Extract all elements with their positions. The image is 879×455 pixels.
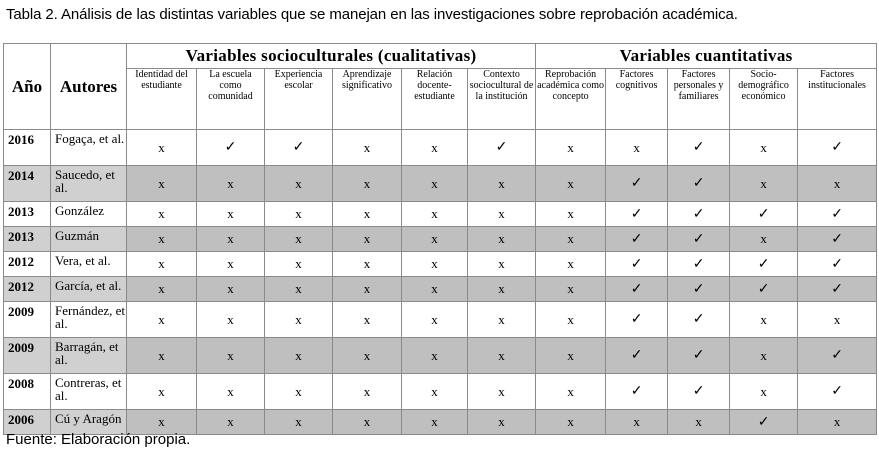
x-mark: x <box>730 338 798 374</box>
x-mark: x <box>197 227 265 252</box>
x-mark: x <box>468 277 536 302</box>
check-mark-icon: ✓ <box>606 202 668 227</box>
header-col-relacion: Relación docente-estudiante <box>402 69 468 130</box>
x-mark: x <box>333 277 402 302</box>
x-mark: x <box>333 302 402 338</box>
x-mark: x <box>265 227 333 252</box>
x-mark: x <box>536 252 606 277</box>
row-year: 2016 <box>4 130 51 166</box>
table-row <box>4 227 877 252</box>
x-mark: x <box>333 338 402 374</box>
x-mark: x <box>536 302 606 338</box>
check-mark-icon: ✓ <box>606 166 668 202</box>
header-col-escuela: La escuela como comunidad <box>197 69 265 130</box>
x-mark: x <box>265 277 333 302</box>
table-row <box>4 374 877 410</box>
x-mark: x <box>798 410 877 435</box>
x-mark: x <box>536 166 606 202</box>
x-mark: x <box>798 166 877 202</box>
check-mark-icon: ✓ <box>668 302 730 338</box>
x-mark: x <box>402 166 468 202</box>
x-mark: x <box>333 227 402 252</box>
x-mark: x <box>265 338 333 374</box>
x-mark: x <box>127 277 197 302</box>
row-author: González <box>51 202 127 227</box>
table-row <box>4 338 877 374</box>
x-mark: x <box>402 202 468 227</box>
x-mark: x <box>468 410 536 435</box>
check-mark-icon: ✓ <box>668 277 730 302</box>
row-author: Vera, et al. <box>51 252 127 277</box>
x-mark: x <box>127 202 197 227</box>
x-mark: x <box>730 166 798 202</box>
row-author: Fernández, et al. <box>51 302 127 338</box>
x-mark: x <box>468 374 536 410</box>
table-body <box>4 130 877 435</box>
table-caption: Tabla 2. Análisis de las distintas variables que se manejan en las investigaciones sobre reprobación académica. <box>6 6 738 23</box>
check-mark-icon: ✓ <box>798 130 877 166</box>
check-mark-icon: ✓ <box>668 130 730 166</box>
x-mark: x <box>197 202 265 227</box>
x-mark: x <box>536 130 606 166</box>
row-author: Guzmán <box>51 227 127 252</box>
check-mark-icon: ✓ <box>668 374 730 410</box>
x-mark: x <box>468 166 536 202</box>
x-mark: x <box>197 410 265 435</box>
x-mark: x <box>468 227 536 252</box>
header-group-cualitativas: Variables socioculturales (cualitativas) <box>127 44 536 69</box>
check-mark-icon: ✓ <box>606 302 668 338</box>
check-mark-icon: ✓ <box>668 227 730 252</box>
row-year: 2008 <box>4 374 51 410</box>
table-row <box>4 277 877 302</box>
check-mark-icon: ✓ <box>798 252 877 277</box>
check-mark-icon: ✓ <box>606 338 668 374</box>
x-mark: x <box>468 302 536 338</box>
x-mark: x <box>536 338 606 374</box>
table-row <box>4 302 877 338</box>
row-year: 2013 <box>4 202 51 227</box>
check-mark-icon: ✓ <box>197 130 265 166</box>
table-row <box>4 202 877 227</box>
x-mark: x <box>730 302 798 338</box>
check-mark-icon: ✓ <box>730 252 798 277</box>
check-mark-icon: ✓ <box>798 338 877 374</box>
x-mark: x <box>197 302 265 338</box>
row-year: 2009 <box>4 338 51 374</box>
x-mark: x <box>402 227 468 252</box>
x-mark: x <box>606 130 668 166</box>
x-mark: x <box>197 338 265 374</box>
x-mark: x <box>127 374 197 410</box>
header-col-cognitivos: Factores cognitivos <box>606 69 668 130</box>
header-year: Año <box>4 44 51 130</box>
x-mark: x <box>127 410 197 435</box>
row-year: 2013 <box>4 227 51 252</box>
check-mark-icon: ✓ <box>668 252 730 277</box>
x-mark: x <box>197 252 265 277</box>
x-mark: x <box>668 410 730 435</box>
x-mark: x <box>333 166 402 202</box>
check-mark-icon: ✓ <box>668 338 730 374</box>
x-mark: x <box>798 302 877 338</box>
x-mark: x <box>468 202 536 227</box>
x-mark: x <box>402 130 468 166</box>
x-mark: x <box>333 374 402 410</box>
row-year: 2014 <box>4 166 51 202</box>
header-col-reprobacion: Reprobación académica como concepto <box>536 69 606 130</box>
check-mark-icon: ✓ <box>730 410 798 435</box>
x-mark: x <box>333 252 402 277</box>
x-mark: x <box>265 202 333 227</box>
check-mark-icon: ✓ <box>798 277 877 302</box>
row-year: 2006 <box>4 410 51 435</box>
x-mark: x <box>468 252 536 277</box>
x-mark: x <box>730 227 798 252</box>
x-mark: x <box>197 277 265 302</box>
x-mark: x <box>536 202 606 227</box>
x-mark: x <box>536 410 606 435</box>
x-mark: x <box>127 338 197 374</box>
row-author: Cú y Aragón <box>51 410 127 435</box>
x-mark: x <box>606 410 668 435</box>
header-col-sociodemografico: Socio-demográfico económico <box>730 69 798 130</box>
check-mark-icon: ✓ <box>265 130 333 166</box>
header-authors: Autores <box>51 44 127 130</box>
header-col-identidad: Identidad del estudiante <box>127 69 197 130</box>
row-year: 2012 <box>4 252 51 277</box>
x-mark: x <box>536 227 606 252</box>
row-author: Saucedo, et al. <box>51 166 127 202</box>
check-mark-icon: ✓ <box>468 130 536 166</box>
x-mark: x <box>127 166 197 202</box>
x-mark: x <box>730 374 798 410</box>
x-mark: x <box>197 166 265 202</box>
x-mark: x <box>265 252 333 277</box>
check-mark-icon: ✓ <box>730 277 798 302</box>
header-col-institucionales: Factores institucionales <box>798 69 877 130</box>
x-mark: x <box>197 374 265 410</box>
x-mark: x <box>536 374 606 410</box>
x-mark: x <box>402 302 468 338</box>
x-mark: x <box>730 130 798 166</box>
x-mark: x <box>536 277 606 302</box>
table-row <box>4 130 877 166</box>
check-mark-icon: ✓ <box>606 252 668 277</box>
x-mark: x <box>402 252 468 277</box>
row-author: Contreras, et al. <box>51 374 127 410</box>
x-mark: x <box>402 374 468 410</box>
x-mark: x <box>127 130 197 166</box>
variables-table <box>3 43 877 435</box>
check-mark-icon: ✓ <box>798 374 877 410</box>
x-mark: x <box>265 410 333 435</box>
x-mark: x <box>402 410 468 435</box>
x-mark: x <box>265 302 333 338</box>
row-author: Barragán, et al. <box>51 338 127 374</box>
x-mark: x <box>468 338 536 374</box>
check-mark-icon: ✓ <box>606 277 668 302</box>
check-mark-icon: ✓ <box>668 202 730 227</box>
x-mark: x <box>333 130 402 166</box>
x-mark: x <box>333 410 402 435</box>
x-mark: x <box>265 374 333 410</box>
row-year: 2009 <box>4 302 51 338</box>
header-group-cuantitativas: Variables cuantitativas <box>536 44 877 69</box>
table-source: Fuente: Elaboración propia. <box>6 431 191 448</box>
x-mark: x <box>265 166 333 202</box>
x-mark: x <box>402 338 468 374</box>
x-mark: x <box>402 277 468 302</box>
table-row <box>4 166 877 202</box>
header-col-personales: Factores personales y familiares <box>668 69 730 130</box>
header-col-contexto: Contexto sociocultural de la institución <box>468 69 536 130</box>
check-mark-icon: ✓ <box>730 202 798 227</box>
row-year: 2012 <box>4 277 51 302</box>
x-mark: x <box>127 252 197 277</box>
x-mark: x <box>333 202 402 227</box>
x-mark: x <box>127 227 197 252</box>
header-col-aprendizaje: Aprendizaje significativo <box>333 69 402 130</box>
x-mark: x <box>127 302 197 338</box>
check-mark-icon: ✓ <box>798 227 877 252</box>
check-mark-icon: ✓ <box>668 166 730 202</box>
check-mark-icon: ✓ <box>798 202 877 227</box>
header-col-experiencia: Experiencia escolar <box>265 69 333 130</box>
row-author: García, et al. <box>51 277 127 302</box>
check-mark-icon: ✓ <box>606 227 668 252</box>
check-mark-icon: ✓ <box>606 374 668 410</box>
table-row <box>4 252 877 277</box>
row-author: Fogaça, et al. <box>51 130 127 166</box>
